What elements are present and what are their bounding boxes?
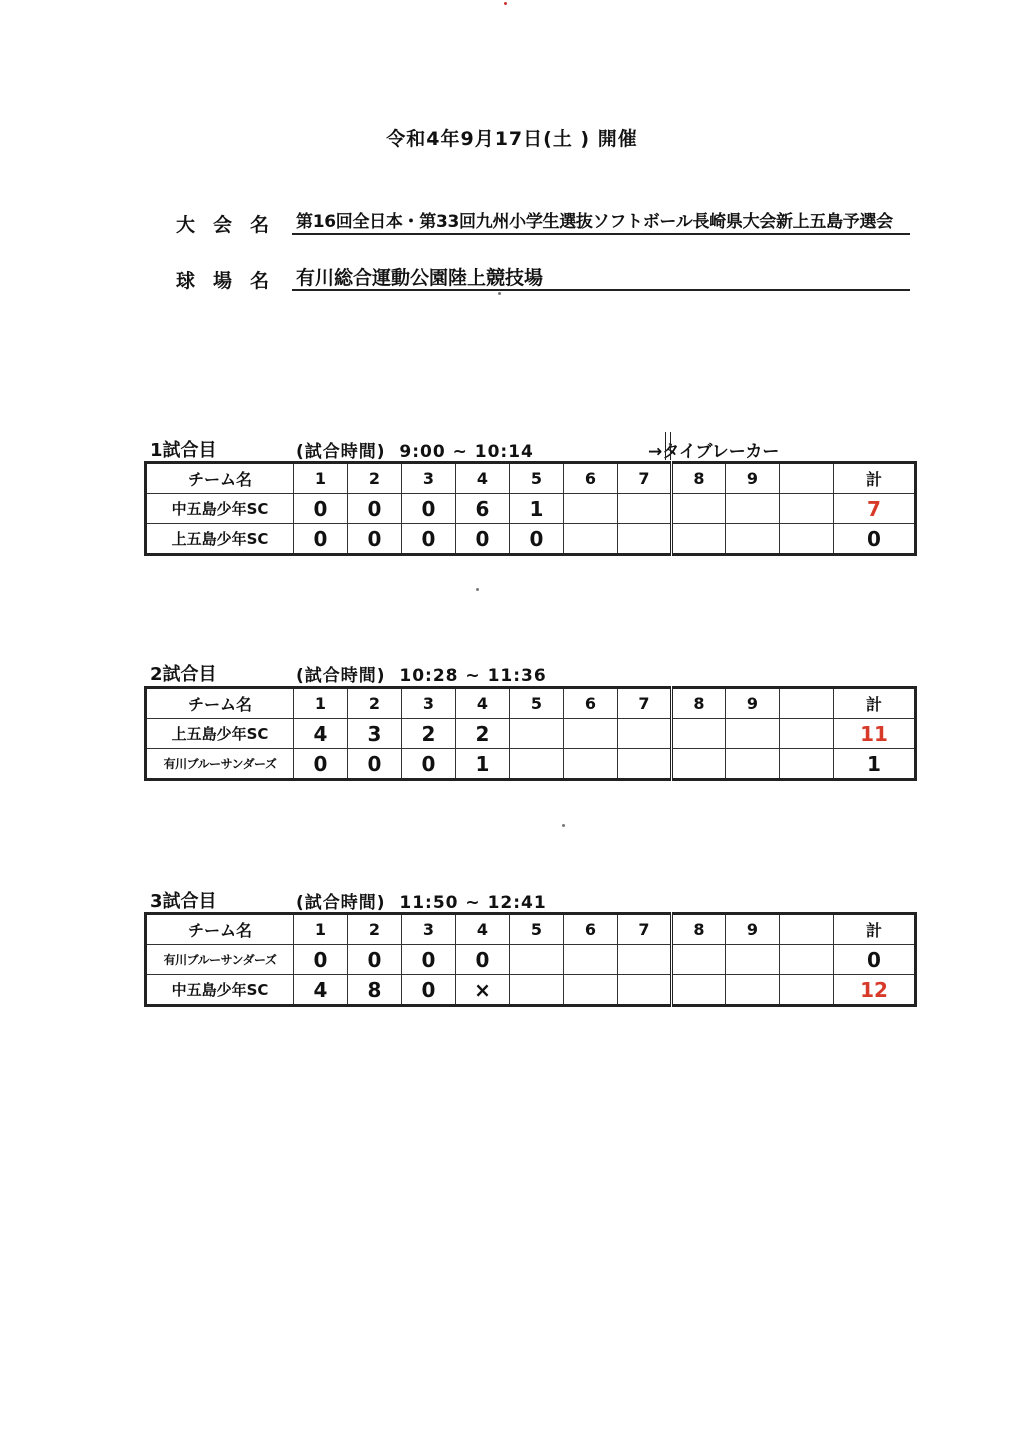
inning-score: × [456,975,510,1006]
inning-score [564,524,618,555]
game-time: (試合時間) 9:00 ~ 10:14 [296,442,534,462]
inning-header: 8 [672,688,726,719]
inning-header: 6 [564,463,618,494]
inning-header: 7 [618,688,672,719]
table-row [146,719,916,749]
inning-score: 0 [294,524,348,555]
inning-header: 2 [348,914,402,945]
inning-header: 4 [456,688,510,719]
inning-score: 0 [294,494,348,524]
inning-score [672,494,726,524]
inning-score: 4 [294,719,348,749]
inning-header [780,914,834,945]
inning-header: 2 [348,463,402,494]
tournament-label: 大会名 [176,214,288,236]
tiebreaker-label: →タイブレーカー [648,442,780,462]
inning-header: 7 [618,914,672,945]
inning-score [672,975,726,1006]
inning-score: 0 [402,975,456,1006]
inning-score [618,749,672,780]
inning-score [726,494,780,524]
venue-name: 有川総合運動公園陸上競技場 [296,267,544,289]
inning-score [564,945,618,975]
game-time: (試合時間) 10:28 ~ 11:36 [296,666,547,686]
inning-score [672,719,726,749]
header-row [146,463,916,494]
inning-header: 8 [672,914,726,945]
inning-header: 4 [456,914,510,945]
table-row [146,945,916,975]
inning-header: 6 [564,688,618,719]
total-score: 7 [834,494,916,524]
inning-header: 3 [402,914,456,945]
team-name: 有川ブルーサンダーズ [146,749,294,780]
inning-score: 4 [294,975,348,1006]
team-header: チーム名 [146,463,294,494]
inning-score [780,719,834,749]
inning-score: 2 [456,719,510,749]
inning-score [564,749,618,780]
inning-score: 0 [456,524,510,555]
inning-score [672,749,726,780]
total-header: 計 [834,688,916,719]
event-date: 令和4年9月17日(土 ) 開催 [386,128,638,150]
game-title: 3試合目 [150,891,217,912]
venue-underline [292,289,910,291]
inning-score [672,945,726,975]
inning-score [564,975,618,1006]
inning-score [618,719,672,749]
header-row [146,688,916,719]
total-header: 計 [834,914,916,945]
inning-score [726,975,780,1006]
inning-score: 0 [348,524,402,555]
inning-header: 5 [510,914,564,945]
total-score: 11 [834,719,916,749]
team-name: 上五島少年SC [146,524,294,555]
inning-score: 0 [402,494,456,524]
speck [476,588,479,591]
team-name: 有川ブルーサンダーズ [146,945,294,975]
table-row [146,524,916,555]
header-row [146,914,916,945]
inning-score: 3 [348,719,402,749]
inning-header: 9 [726,463,780,494]
game-title: 1試合目 [150,440,217,461]
team-name: 中五島少年SC [146,975,294,1006]
inning-header [780,688,834,719]
game-time: (試合時間) 11:50 ~ 12:41 [296,893,547,913]
inning-score: 6 [456,494,510,524]
table-row [146,975,916,1006]
inning-header: 5 [510,463,564,494]
team-header: チーム名 [146,914,294,945]
speck [562,824,565,827]
total-header: 計 [834,463,916,494]
inning-score: 2 [402,719,456,749]
speck [504,2,507,5]
total-score: 0 [834,945,916,975]
score-table [144,912,917,1007]
inning-header: 8 [672,463,726,494]
team-header: チーム名 [146,688,294,719]
inning-header: 9 [726,688,780,719]
tournament-underline [292,233,910,235]
inning-score: 0 [402,524,456,555]
table-row [146,749,916,780]
inning-header: 4 [456,463,510,494]
inning-score [780,494,834,524]
inning-score [564,494,618,524]
team-name: 中五島少年SC [146,494,294,524]
inning-score [726,719,780,749]
inning-score [510,749,564,780]
inning-score: 0 [510,524,564,555]
inning-score [510,975,564,1006]
inning-header: 3 [402,688,456,719]
inning-header: 1 [294,688,348,719]
inning-header: 2 [348,688,402,719]
inning-score [780,524,834,555]
inning-score: 0 [456,945,510,975]
inning-header [780,463,834,494]
inning-score [780,749,834,780]
inning-score: 0 [348,945,402,975]
inning-header: 1 [294,914,348,945]
inning-score [618,524,672,555]
inning-header: 3 [402,463,456,494]
game-title: 2試合目 [150,664,217,685]
inning-score [510,719,564,749]
inning-score: 0 [348,494,402,524]
inning-score: 0 [348,749,402,780]
total-score: 0 [834,524,916,555]
inning-score [564,719,618,749]
inning-header: 5 [510,688,564,719]
inning-score [618,494,672,524]
inning-score [726,749,780,780]
inning-score: 0 [294,945,348,975]
inning-score [510,945,564,975]
tournament-name: 第16回全日本・第33回九州小学生選抜ソフトボール長崎県大会新上五島予選会 [296,212,893,232]
inning-score: 1 [456,749,510,780]
inning-header: 9 [726,914,780,945]
inning-score: 1 [510,494,564,524]
inning-score: 0 [294,749,348,780]
venue-label: 球場名 [176,270,288,292]
inning-header: 7 [618,463,672,494]
inning-score: 8 [348,975,402,1006]
team-name: 上五島少年SC [146,719,294,749]
inning-score [780,945,834,975]
score-table [144,686,917,781]
inning-score [780,975,834,1006]
inning-header: 6 [564,914,618,945]
inning-score [726,945,780,975]
inning-score [726,524,780,555]
tiebreaker-divider [665,432,671,460]
inning-header: 1 [294,463,348,494]
inning-score [618,975,672,1006]
score-table [144,461,917,556]
table-row [146,494,916,524]
inning-score [672,524,726,555]
inning-score: 0 [402,945,456,975]
speck [498,292,501,295]
inning-score [618,945,672,975]
inning-score: 0 [402,749,456,780]
total-score: 1 [834,749,916,780]
total-score: 12 [834,975,916,1006]
